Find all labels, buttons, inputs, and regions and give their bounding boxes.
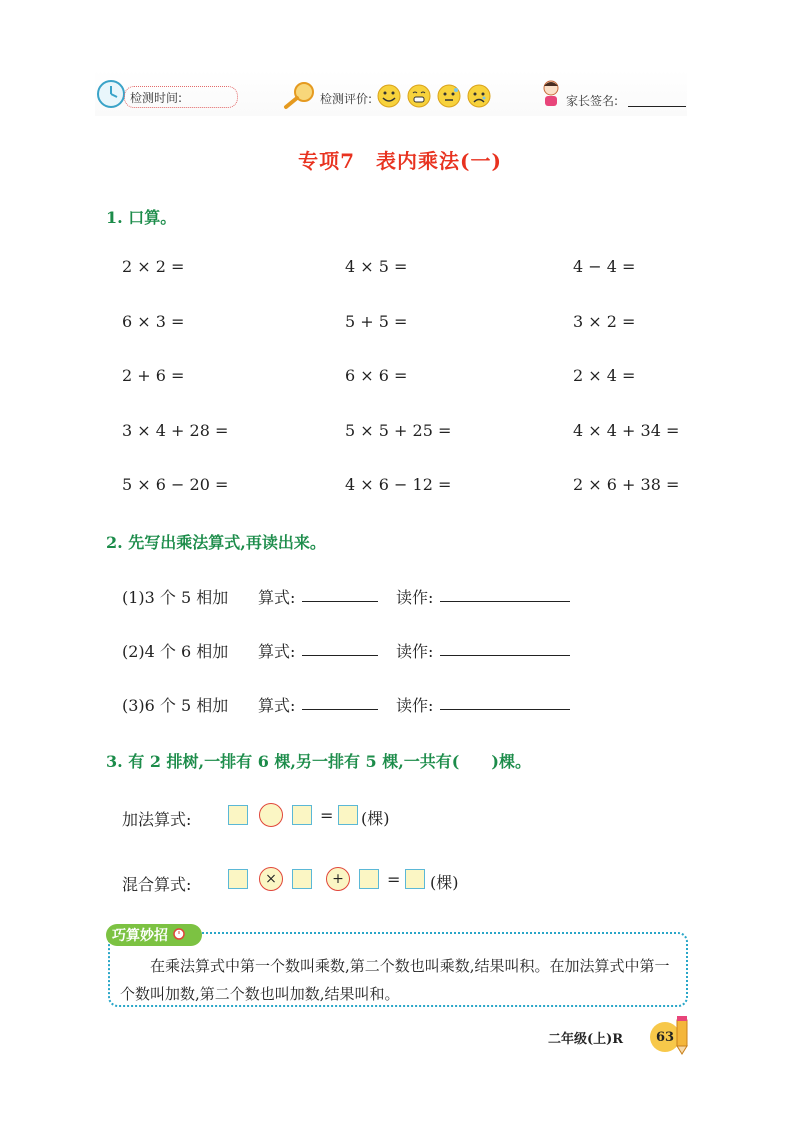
answer-box[interactable] bbox=[338, 805, 358, 825]
equation: 2 × 2 = bbox=[122, 257, 185, 276]
answer-box[interactable] bbox=[292, 869, 312, 889]
magnifier-icon bbox=[282, 80, 318, 110]
equation: 4 × 5 = bbox=[345, 257, 408, 276]
formula-label: 算式: bbox=[258, 588, 296, 607]
read-answer-line[interactable] bbox=[440, 693, 570, 710]
answer-box[interactable] bbox=[228, 869, 248, 889]
item-label: (3)6 个 5 相加 bbox=[122, 696, 229, 715]
plus-circle: + bbox=[326, 867, 350, 891]
unit-label: (棵) bbox=[430, 873, 459, 892]
answer-box[interactable] bbox=[405, 869, 425, 889]
equation: 3 × 4 + 28 = bbox=[122, 421, 229, 440]
tip-tag-label: 巧算妙招 bbox=[112, 928, 168, 944]
mix-formula-label: 混合算式: bbox=[122, 875, 192, 894]
equation: 5 × 6 − 20 = bbox=[122, 475, 229, 494]
section1-heading: 1. 口算。 bbox=[106, 208, 177, 227]
equals-sign: = bbox=[320, 806, 334, 825]
formula-label: 算式: bbox=[258, 642, 296, 661]
read-answer-line[interactable] bbox=[440, 585, 570, 602]
time-label: 检测时间: bbox=[130, 91, 183, 105]
child-icon bbox=[538, 78, 564, 110]
read-answer-line[interactable] bbox=[440, 639, 570, 656]
item-label: (2)4 个 6 相加 bbox=[122, 642, 229, 661]
equation: 2 + 6 = bbox=[122, 366, 185, 385]
unit-label: (棵) bbox=[361, 809, 390, 828]
equation: 6 × 3 = bbox=[122, 312, 185, 331]
equation: 5 + 5 = bbox=[345, 312, 408, 331]
page-number: 63 bbox=[650, 1022, 680, 1052]
clock-icon bbox=[96, 79, 126, 109]
tip-tag bbox=[106, 924, 202, 946]
equation: 4 × 6 − 12 = bbox=[345, 475, 452, 494]
formula-answer-line[interactable] bbox=[302, 693, 378, 710]
worried-face-icon[interactable] bbox=[437, 84, 461, 108]
pencil-mascot-icon bbox=[672, 1016, 692, 1056]
sad-face-icon[interactable] bbox=[467, 84, 491, 108]
tip-text bbox=[120, 952, 680, 1008]
equation: 2 × 6 + 38 = bbox=[573, 475, 680, 494]
equation: 2 × 4 = bbox=[573, 366, 636, 385]
eval-label: 检测评价: bbox=[320, 92, 373, 106]
formula-answer-line[interactable] bbox=[302, 639, 378, 656]
formula-answer-line[interactable] bbox=[302, 585, 378, 602]
equation: 6 × 6 = bbox=[345, 366, 408, 385]
read-label: 读作: bbox=[396, 696, 434, 715]
add-formula-label: 加法算式: bbox=[122, 810, 192, 829]
equation: 3 × 2 = bbox=[573, 312, 636, 331]
answer-box[interactable] bbox=[292, 805, 312, 825]
item-label: (1)3 个 5 相加 bbox=[122, 588, 229, 607]
answer-box[interactable] bbox=[359, 869, 379, 889]
section2-heading: 2. 先写出乘法算式,再读出来。 bbox=[106, 533, 326, 552]
equation: 5 × 5 + 25 = bbox=[345, 421, 452, 440]
grade-label: 二年级(上)R bbox=[548, 1032, 624, 1047]
tip-body: 在乘法算式中第一个数叫乘数,第二个数也叫乘数,结果叫积。在加法算式中第一个数叫加数,第二个数也叫加数,结果叫和。 bbox=[120, 957, 670, 1003]
equation: 4 − 4 = bbox=[573, 257, 636, 276]
operator-circle[interactable] bbox=[259, 803, 283, 827]
section3-heading: 3. 有 2 排树,一排有 6 棵,另一排有 5 棵,一共有( )棵。 bbox=[106, 752, 531, 771]
read-label: 读作: bbox=[396, 588, 434, 607]
equation: 4 × 4 + 34 = bbox=[573, 421, 680, 440]
equals-sign: = bbox=[387, 870, 401, 889]
page-title: 专项7 表内乘法(一) bbox=[298, 149, 502, 173]
grin-face-icon[interactable] bbox=[407, 84, 431, 108]
alarm-clock-icon bbox=[172, 926, 186, 944]
smile-face-icon[interactable] bbox=[377, 84, 401, 108]
parent-signature-line[interactable] bbox=[628, 106, 686, 107]
times-circle: × bbox=[259, 867, 283, 891]
parent-label: 家长签名: bbox=[566, 94, 619, 108]
answer-box[interactable] bbox=[228, 805, 248, 825]
read-label: 读作: bbox=[396, 642, 434, 661]
formula-label: 算式: bbox=[258, 696, 296, 715]
